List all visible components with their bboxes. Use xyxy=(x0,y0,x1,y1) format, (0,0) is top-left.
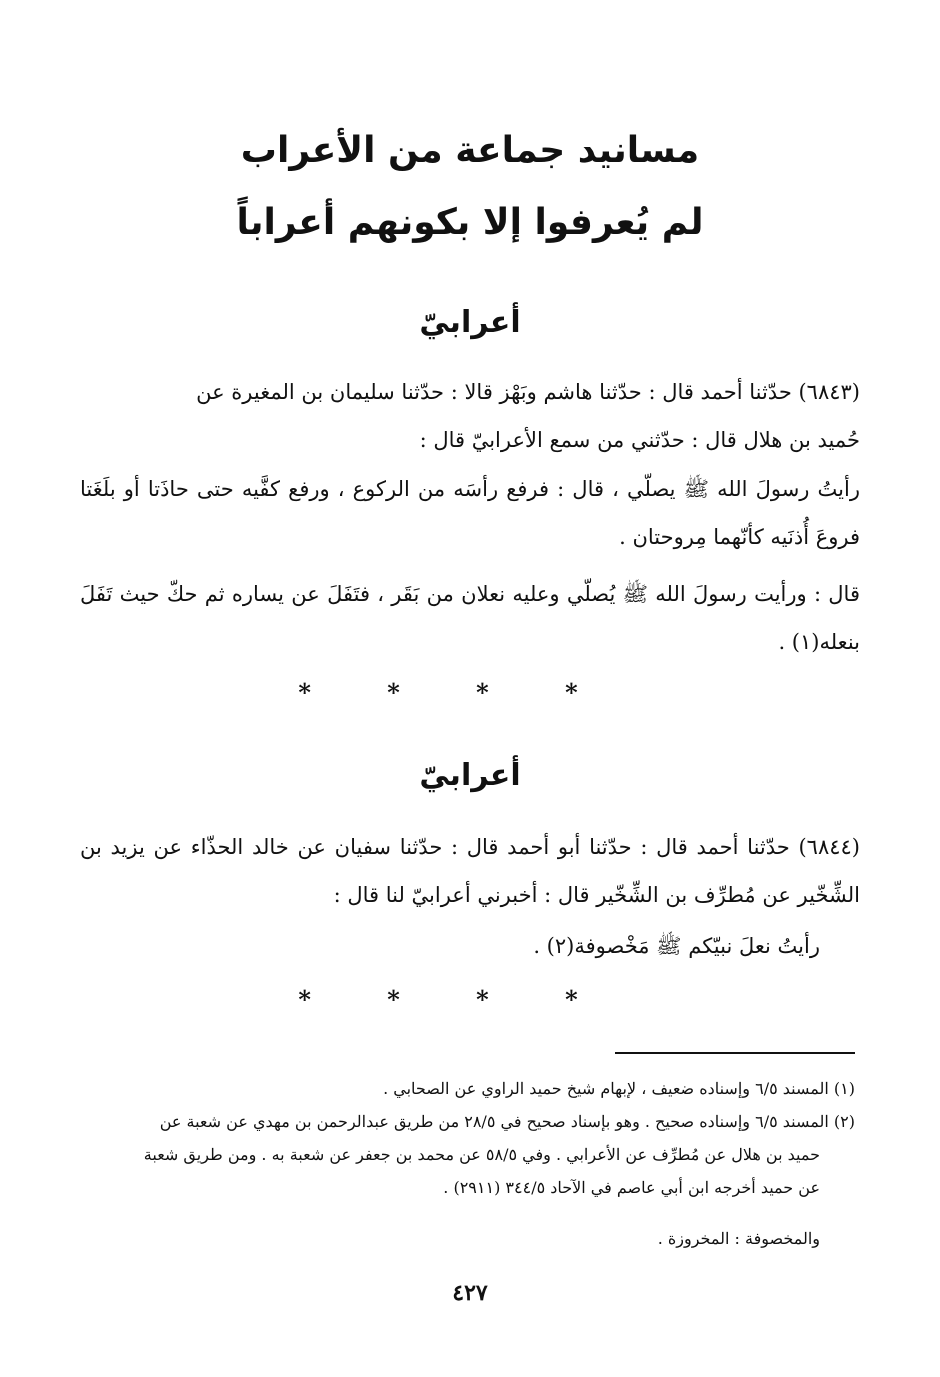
section1-isnad xyxy=(80,368,860,464)
footnote-2-line3: عن حميد أخرجه ابن أبي عاصم في الآحاد ٣٤٤/٥ (٢٩١١) . xyxy=(443,1178,820,1197)
page-number: ٤٢٧ xyxy=(452,1280,488,1306)
separator-stars-1: * * * * xyxy=(298,678,612,707)
footnote-1: (١) المسند ٦/٥ وإسناده ضعيف ، لإبهام شيخ حميد الراوي عن الصحابي . xyxy=(383,1079,855,1098)
section1-hadith-text1: رأيتُ رسولَ الله ﷺ يصلّي ، قال : فرفع رأسَه من الركوع ، ورفع كفَّيه حتى حاذَتا أو بلَغَتا فروعَ أُذنَيه كأنّهما مِروحتان . xyxy=(80,477,860,549)
section1-heading: أعرابيّ xyxy=(419,305,521,340)
footnote-divider xyxy=(615,1052,855,1054)
section1-hadith-text2: قال : ورأيت رسولَ الله ﷺ يُصلّي وعليه نعلان من بَقَر ، فتَفَلَ عن يساره ثم حكّ حيث تَفَلَ بنعله(١) . xyxy=(80,582,860,654)
footnote-2-line2: حميد بن هلال عن مُطرِّف عن الأعرابي . وفي ٥٨/٥ عن محمد بن جعفر عن شعبة به . ومن طريق شعبة xyxy=(143,1145,820,1164)
section2-hadith-text: رأيتُ نعلَ نبيّكم ﷺ مَخْصوفة(٢) . xyxy=(533,934,820,958)
separator-stars-2: * * * * xyxy=(298,985,612,1014)
section2-heading: أعرابيّ xyxy=(419,758,521,793)
section1-isnad-line1: (٦٨٤٣) حدّثنا أحمد قال : حدّثنا هاشم وبَهْز قالا : حدّثنا سليمان بن المغيرة عن xyxy=(196,380,860,404)
section1-isnad-line2: حُميد بن هلال قال : حدّثني من سمع الأعرابيّ قال : xyxy=(419,428,860,452)
chapter-title-line2: لم يُعرفوا إلا بكونهم أعراباً xyxy=(236,202,704,243)
footnote-2-line4: والمخصوفة : المخروزة . xyxy=(657,1229,820,1248)
footnote-2-line1: (٢) المسند ٦/٥ وإسناده صحيح . وهو بإسناد صحيح في ٢٨/٥ من طريق عبدالرحمن بن مهدي عن شعبة عن xyxy=(159,1112,855,1131)
chapter-title-line1: مسانيد جماعة من الأعراب xyxy=(240,130,700,171)
section2-isnad: (٦٨٤٤) حدّثنا أحمد قال : حدّثنا أبو أحمد قال : حدّثنا سفيان عن خالد الحذّاء عن يزيد بن الشِّخّير عن مُطرِّف بن الشِّخّير قال : أخبرني أعرابيّ لنا قال : xyxy=(80,835,860,907)
